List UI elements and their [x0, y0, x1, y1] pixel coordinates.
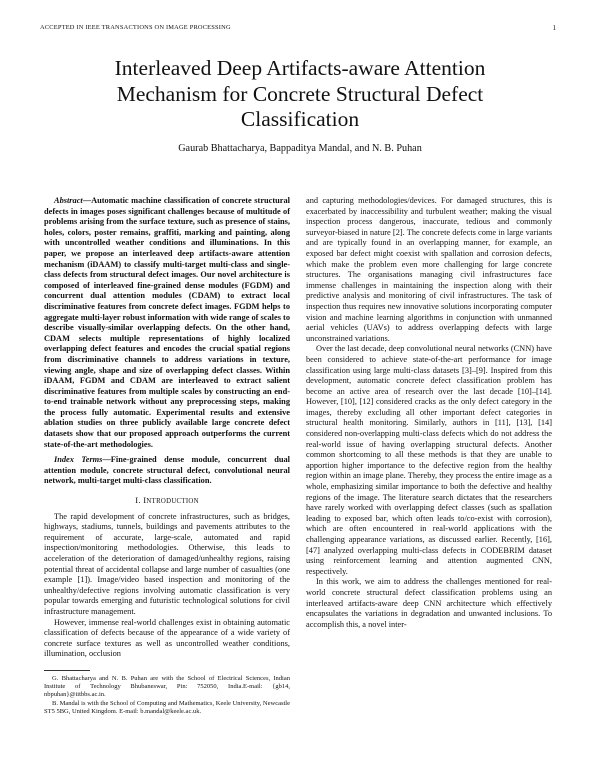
- footnote-2: B. Mandal is with the School of Computing and Mathematics, Keele University, Newcastle ST5 5BG, United Kingdom. E-mail: b.mandal@keele.ac.uk.: [44, 699, 290, 715]
- left-column: [44, 196, 290, 717]
- intro-paragraph-2: However, immense real-world challenges exist in obtaining automatic classification of defects because of the appearance of a wide variety of concrete surface textures as well as uncontrolled weather conditions, illumination, occlusion: [44, 617, 290, 659]
- page-number: 1: [552, 24, 556, 32]
- index-terms-lead: Index Terms: [54, 455, 103, 465]
- footnote-divider: [44, 670, 90, 671]
- section-title-rest: NTRODUCTION: [146, 498, 199, 506]
- abstract: [44, 196, 290, 450]
- author-list: Gaurab Bhattacharya, Bappaditya Mandal, and N. B. Puhan: [178, 143, 422, 154]
- paper-title: [40, 56, 560, 133]
- body-paragraph-3: In this work, we aim to address the challenges mentioned for real-world concrete structural defect classification problems using an interleaved artifacts-aware deep CNN architecture which effectively encapsulates the variations in degradation and unwanted inclusions. To accomplish this, a novel inter-: [306, 577, 552, 629]
- body-paragraph-1: and capturing methodologies/devices. For damaged structures, this is exacerbated by inaccessibility and turbulent weather; making the visual inspection process dangerous, inaccurate, tedious and commonly surveyor-biased in nature [2]. The concrete defects come in large variants and are typically found in an overlapping manner, for example, an exposed bar defect might coexist with spallation and corrosion defects, which make the problem even more challenging for large concrete structures. The organisations managing civil infrastructures face immense challenges in maintaining the inspection along with their predictive analysis and monitoring of civil infrastructures. The task of inspection thus requires new innovative solutions incorporating computer vision and machine learning algorithms in conjunction with unmanned aerial vehicles (UAVs) to address overlapping defects with large unconstrained variations.: [306, 196, 552, 343]
- abstract-lead: Abstract: [54, 196, 83, 205]
- footnote-1: G. Bhattacharya and N. B. Puhan are with the School of Electrical Sciences, Indian Institute of Technology Bhubaneswar, Pin: 752050, India.E-mail: {gb14, nbpuhan}@iitbbs.ac.in.: [44, 674, 290, 698]
- title-line-3: Classification: [240, 107, 360, 131]
- journal-header: ACCEPTED IN IEEE TRANSACTIONS ON IMAGE PROCESSING: [40, 24, 231, 31]
- title-line-1: Interleaved Deep Artifacts-aware Attention: [114, 56, 486, 80]
- footnotes: [44, 675, 290, 716]
- section-heading-introduction: [44, 495, 290, 508]
- index-terms-body: —Fine-grained dense module, concurrent dual attention module, concrete structural defect, convolutional neural network, multi-target multi-class classification.: [44, 455, 291, 486]
- section-first-letter: I: [143, 495, 147, 506]
- title-line-2: Mechanism for Concrete Structural Defect: [116, 81, 484, 106]
- section-numeral: I.: [135, 495, 144, 506]
- right-column: [306, 196, 552, 630]
- intro-paragraph-1: The rapid development of concrete infrastructures, such as bridges, highways, stadiums, tunnels, buildings and pavements attributes to the requirement of accurate, large-scale, automated and rapid inspection/monitoring methodologies. Otherwise, this leads to acceleration of the deterioration of damaged/unhealthy regions, raising potential threat of accidental collapse and large number of casualties (one example [1]). Image/video based inspection and monitoring of the unhealthy/defective regions involving automatic classification is very popular towards emerging and futuristic technological solutions for civil infrastructure management.: [44, 511, 290, 616]
- abstract-body: —Automatic machine classification of concrete structural defects in images poses significant challenges because of multitude of problems arising from the surface texture, such as presence of stains, holes, colors, poster remains, graffiti, marking and painting, along with uncontrolled weather conditions and illuminations. In this paper, we propose an interleaved deep artifacts-aware attention mechanism (iDAAM) to classify multi-target multi-class and single-class defects from structural defect images. Our novel architecture is composed of interleaved fine-grained dense modules (FGDM) and concurrent dual attention modules (CDAM) to extract local discriminative features from concrete defect images. FGDM helps to aggregate multi-layer robust information with wide range of scales to describe visually-similar overlapping defects. On the other hand, CDAM selects multiple representations of highly localized overlapping defect features and encodes the crucial spatial regions from discriminative channels to address variations in texture, viewing angle, shape and size of overlapping defect classes. Within iDAAM, FGDM and CDAM are interleaved to extract salient discriminative features from multiple scales by constructing an end-to-end trainable network without any preprocessing steps, making the process fully automatic. Experimental results and extensive ablation studies on three publicly available large concrete defect datasets show that our proposed approach outperforms the current state-of-the-art methodologies.: [44, 196, 290, 449]
- index-terms: [44, 455, 290, 487]
- body-paragraph-2: Over the last decade, deep convolutional neural networks (CNN) have been considered to achieve state-of-the-art performance for image classification using large multi-class datasets [3]–[9]. Inspired from this development, automatic concrete defect classification problem has become an active area of research over the last decade [10]–[14]. However, [10], [12] considered cracks as the only defect category in the images, thereby excluding all other important defect categories in structural health monitoring. Similarly, authors in [11], [13], [14] considered non-overlapping multi-class defects which do not address the real-world issue of having overlapping structural defects. Another common shortcoming to all these methods is that they are unable to apportion higher importance to the defective region from the healthy region within an image plane. Thereby, they process the entire image as a whole, emphasizing similar importance to both the defective and healthy regions of the image. The literature search dictates that the researchers have rarely worked with overlapping defect classes (such as spallation leading to exposed bar, which often leads to/co-exist with corrosion), which are often encountered in real-world applications with the challenging appearance variations, as discussed earlier. Recently, [16], [47] analyzed overlapping multi-class defects in CODEBRIM dataset using reinforcement learning and attention augmented CNN, respectively.: [306, 344, 552, 576]
